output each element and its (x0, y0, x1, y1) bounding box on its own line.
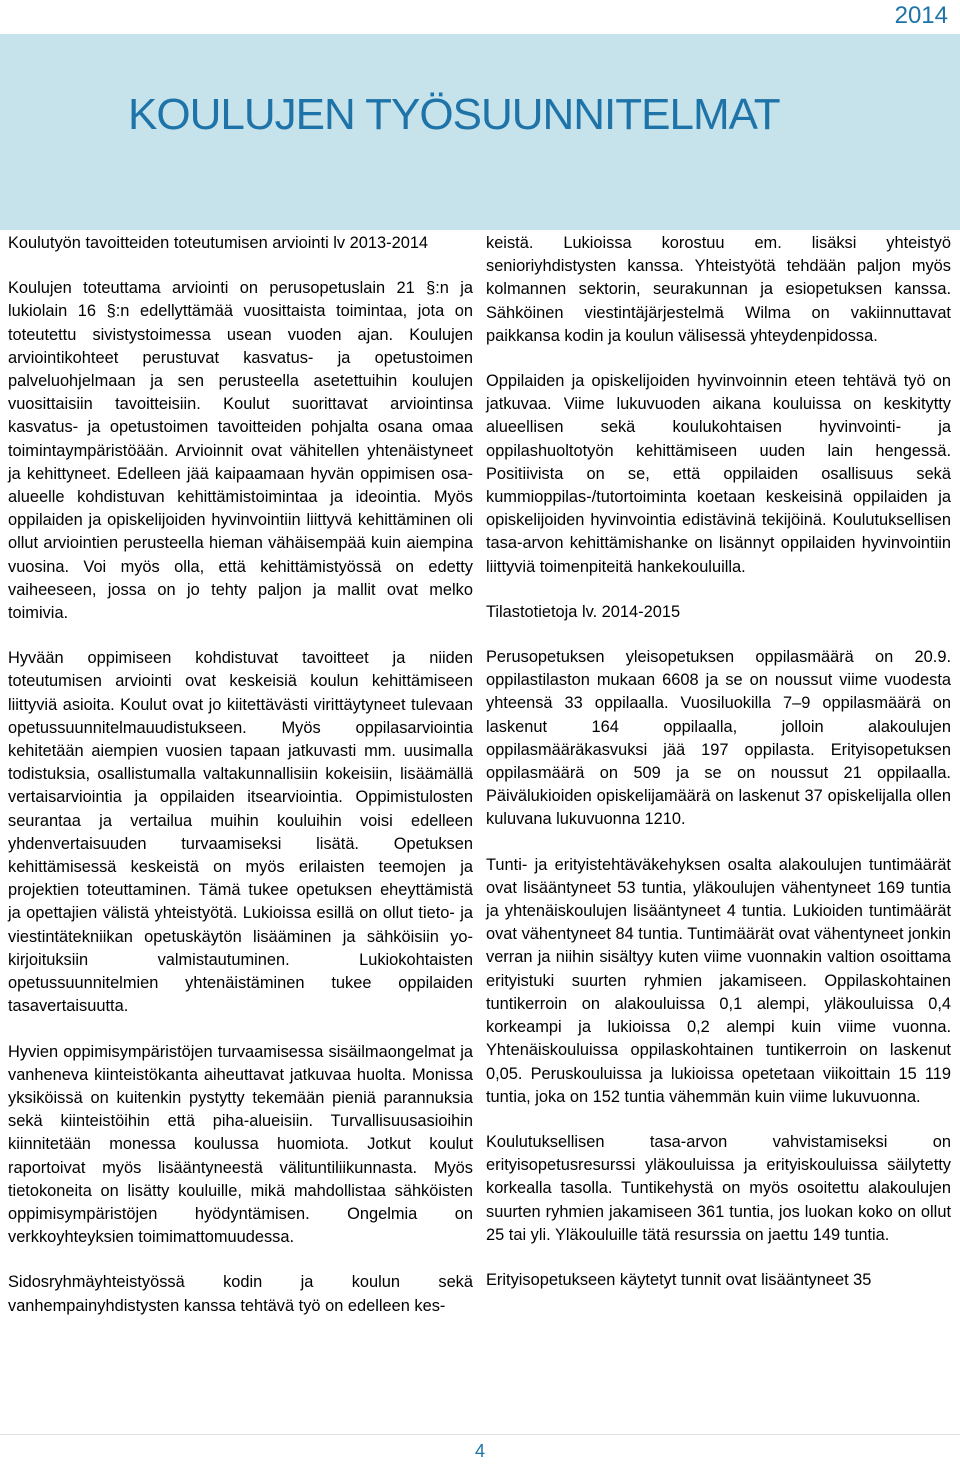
footer-divider (0, 1434, 960, 1435)
page-title: KOULUJEN TYÖSUUNNITELMAT (128, 90, 780, 139)
left-column (8, 232, 473, 1340)
paragraph-environment: Hyvien oppimisympäristöjen turvaamisessa sisäilmaongelmat ja vanheneva kiinteistökanta aiheuttavat jatkuvaa huolta. Monissa yksiköissä on kuitenkin pystytty tekemään pieniä parannuksia sekä kiinteistöihin että piha-alueisiin. Turvallisuusasioihin kiinnitetään monessa koulussa huomiota. Jotkut koulut raportoivat myös lisääntyneestä välituntiliikunnasta. Myös tietokoneita on lisätty kouluille, mikä mahdollistaa sähköisten oppimisympäristöjen hyödyntämisen. Ongelmia on verkkoyhteyksien toimimattomuudessa. (8, 1042, 473, 1247)
paragraph-evaluation: Koulujen toteuttama arviointi on perusopetuslain 21 §:n ja lukiolain 16 §:n edellyttämää vuosittaista toimintaa, jota on toteutettu sivistystoimessa usean vuoden ajan. Koulujen arviointikohteet perustuvat kasvatus- ja opetustoimen palveluohjelmaan ja sen perusteella asetettuihin koulujen vuosittaisiin tavoitteisiin. Koulut suorittavat arviointinsa kasvatus- ja opetustoimen tavoitteiden pohjalta osana omaa toimintaympäristöään. Arvioinnit ovat vähitellen yhtenäistyneet ja kehittyneet. Edelleen jää kaipaamaan hyvän oppimisen osa-alueelle kohdistuvan kehittämistoimintaa ja ideointia. Myös oppilaiden ja opiskelijoiden hyvinvointiin liittyvä kehittäminen oli ollut arviointien perusteella hieman vähäisempää kuin aiempina vuosina. Voi myös olla, että kehittämistyössä on edetty vaiheeseen, jossa on jo tehty paljon ja mallit ovat melko toimivia. (8, 279, 473, 623)
section-heading: Koulutyön tavoitteiden toteutumisen arviointi lv 2013-2014 (8, 234, 429, 252)
paragraph-cooperation: Sidosryhmäyhteistyössä kodin ja koulun sekä vanhempainyhdistysten kanssa tehtävä työ on edelleen kes- (8, 1273, 473, 1315)
paragraph-equality: Koulutuksellisen tasa-arvon vahvistamiseksi on erityisopetusresurssi yläkouluissa ja erityiskouluissa säilytetty korkealla tasolla. Tuntikehystä on myös osoitettu alakoulujen suurten ryhmien jakamiseen 361 tuntia, jos luokan koko on ollut 25 tai yli. Yläkouluille tätä resurssia on jaettu 149 tuntia. (486, 1132, 951, 1244)
title-banner (0, 34, 960, 230)
year-label: 2014 (894, 2, 948, 29)
top-bar (0, 0, 960, 35)
statistics-heading: Tilastotietoja lv. 2014-2015 (486, 602, 681, 621)
paragraph-hours: Tunti- ja erityistehtäväkehyksen osalta alakoulujen tuntimäärät ovat lisääntyneet 53 tuntia, yläkoulujen vähentyneet 169 tuntia ja yhtenäiskoulujen lisääntyneet 4 tuntia. Lukioiden tuntimäärät ovat vähentyneet 84 tuntia. Tuntimäärät ovat vähentyneet jonkin verran ja niihin sisältyy kuten viime vuonnakin valtion osoittama erityistuki suurten ryhmien jakamiseen. Oppilaskohtainen tuntikerroin on alakouluissa 0,1 alempi, yläkouluissa 0,4 korkeampi ja lukioissa 0,2 alempi kuin viime vuonna. Yhtenäiskouluissa oppilaskohtainen tuntikerroin on laskenut 0,05. Peruskouluissa ja lukioissa opetetaan viikoittain 15 119 tuntia, joka on 152 tuntia vähemmän kuin viime lukuvuonna. (486, 855, 951, 1106)
paragraph-special-education: Erityisopetukseen käytetyt tunnit ovat lisääntyneet 35 (486, 1270, 872, 1289)
paragraph-learning: Hyvään oppimiseen kohdistuvat tavoitteet ja niiden toteutumisen arviointi ovat keskeisiä koulun kehittämiseen liittyviä asioita. Koulut ovat jo kiitettävästi virittäytyneet tulevaan opetussuunnitelmauudistukseen. Myös oppilasarviointia kehitetään aiempien vuosien tapaan jatkuvasti mm. uusimalla todistuksia, osallistumalla valtakunnallisiin kokeisiin, lisäämällä vertaisarviointia ja oppilaiden itsearviointia. Oppimistulosten seurantaa ja vertailua muihin kouluihin voisi edelleen yhdenvertaisuuden turvaamiseksi lisätä. Opetuksen kehittämisessä keskeistä on myös erilaisten teemojen ja projektien toteuttaminen. Tämä tukee opetuksen eheyttämistä ja opettajien välistä yhteistyötä. Lukioissa esillä on ollut tieto- ja viestintätekniikan opetuskäytön lisääminen ja sähköisiin yo-kirjoituksiin valmistautuminen. Lukiokohtaisten opetussuunnitelmien yhtenäistäminen tukee oppilaiden tasavertaisuutta. (8, 649, 473, 1016)
paragraph-pupil-counts: Perusopetuksen yleisopetuksen oppilasmäärä on 20.9. oppilastilaston mukaan 6608 ja se on noussut viime vuodesta yhteensä 33 oppilaalla. Vuosiluokilla 7–9 oppilasmäärä on laskenut 164 oppilaalla, jolloin alakoulujen oppilasmääräkasvuksi jää 197 oppilasta. Erityisopetuksen oppilasmäärä on 509 ja se on noussut 21 oppilaalla. Päivälukioiden opiskelijamäärä on laskenut 37 opiskelijalla ollen kuluvana lukuvuonna 1210. (486, 648, 951, 829)
paragraph-wellbeing: Oppilaiden ja opiskelijoiden hyvinvoinnin eteen tehtävä työ on jatkuvaa. Viime lukuvuoden aikana kouluissa on keskitytty alueellisen sekä koulukohtaisen hyvinvointi- ja oppilashuoltotyön kehittämiseen uuden lain hengessä. Positiivista on se, että oppilaiden osallisuus sekä kummioppilas-/tutortoiminta koetaan keskeisinä oppilaiden ja opiskelijoiden hyvinvointia edistävinä tekijöinä. Koulutuksellisen tasa-arvon kehittämishanke on lisännyt oppilaiden hyvinvointiin liittyviä toimenpiteitä hankekouluilla. (486, 372, 951, 576)
page-number: 4 (474, 1441, 485, 1461)
right-column (486, 232, 951, 1314)
paragraph-cooperation-cont: keistä. Lukioissa korostuu em. lisäksi yhteistyö senioriyhdistysten kanssa. Yhteistyötä tehdään paljon myös kolmannen sektorin, seurakunnan ja esiopetuksen kanssa. Sähköinen viestintäjärjestelmä Wilma on vakiinnuttavat paikkansa kodin ja koulun välisessä yhteydenpidossa. (486, 234, 951, 345)
